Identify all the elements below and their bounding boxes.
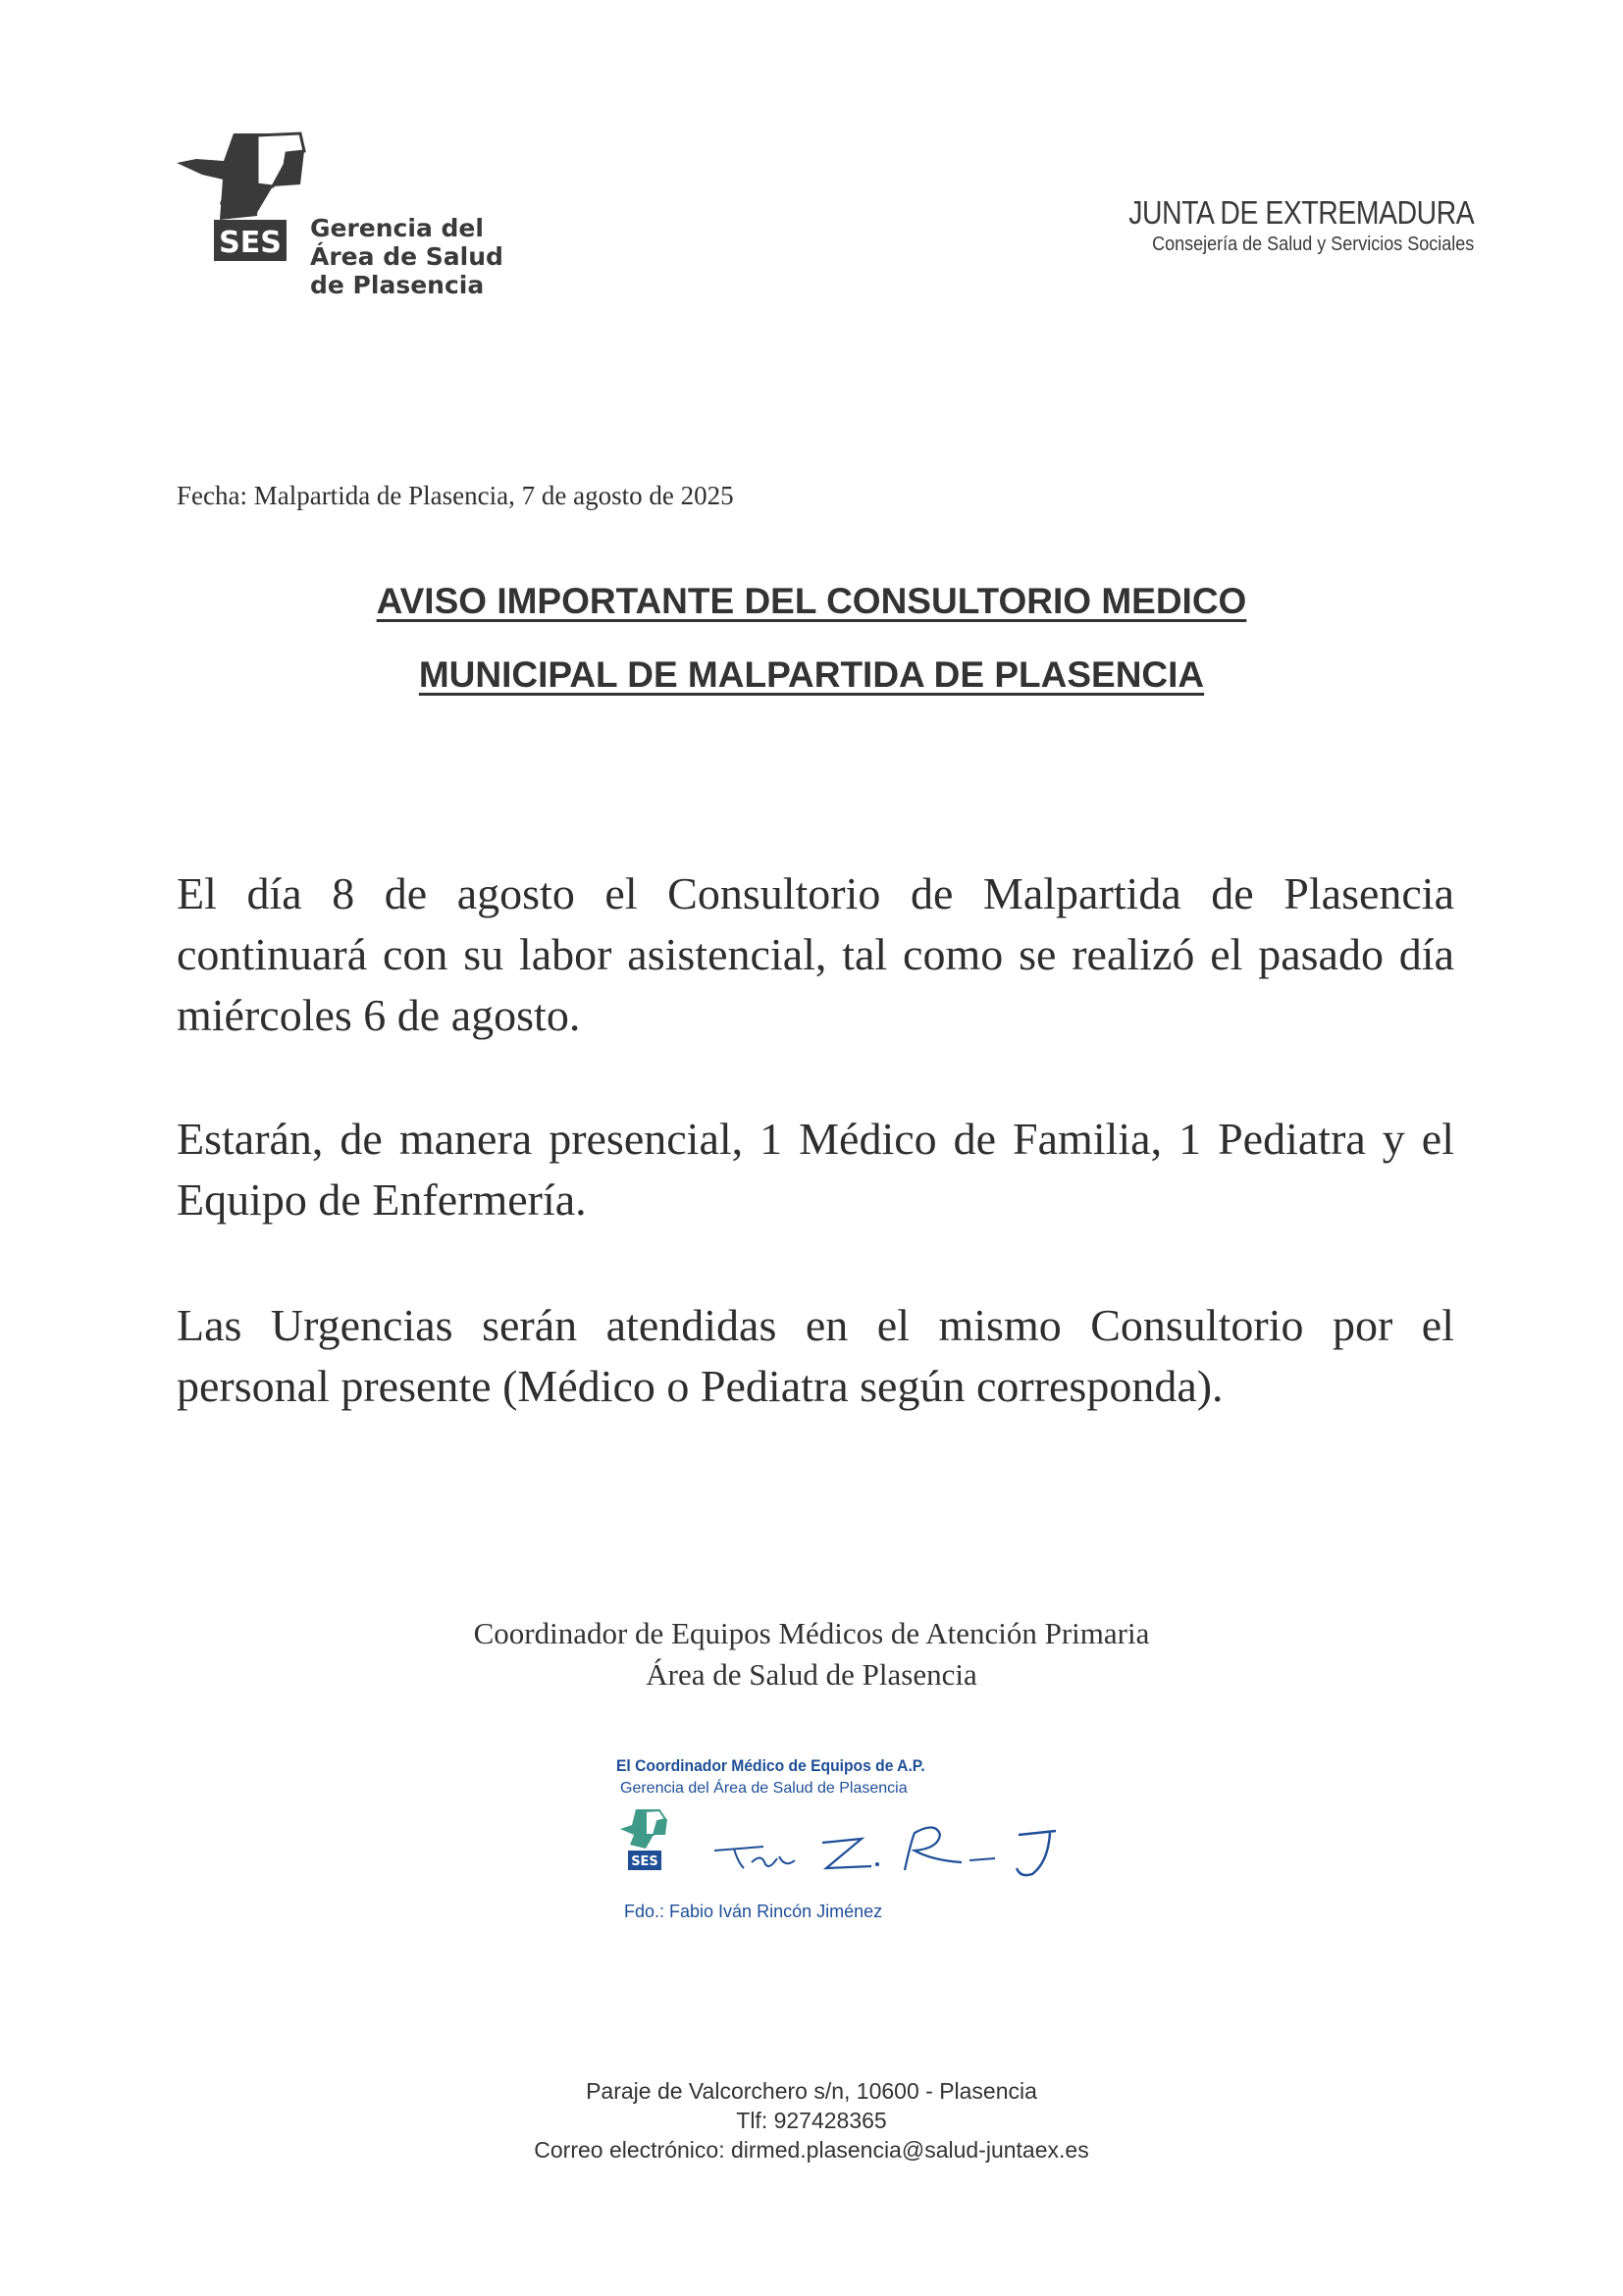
ses-org-line-2: Área de Salud (310, 242, 503, 271)
stamp-subtitle: Gerencia del Área de Salud de Plasencia (620, 1780, 908, 1797)
body-paragraph-2: Estarán, de manera presencial, 1 Médico de Familia, 1 Pediatra y el Equipo de Enfermería. (177, 1114, 1454, 1225)
svg-text:SES: SES (631, 1854, 658, 1869)
ses-org-line-3: de Plasencia (310, 271, 485, 299)
stamp-ses-logo (616, 1805, 671, 1884)
body-paragraph-1: El día 8 de agosto el Consultorio de Malpartida de Plasencia continuará con su labor asistencial, tal como se realizó el pasado día miércoles 6 de agosto. (177, 868, 1454, 1040)
footer-phone: Tlf: 927428365 (736, 2108, 887, 2133)
coordinator-block (0, 1613, 1623, 1696)
junta-header (1073, 194, 1474, 256)
footer-contact (0, 2076, 1623, 2165)
footer-address: Paraje de Valcorchero s/n, 10600 - Plasencia (586, 2078, 1037, 2104)
stamp-title: El Coordinador Médico de Equipos de A.P. (616, 1756, 925, 1775)
notice-title (0, 581, 1623, 728)
body-paragraph-3: Las Urgencias serán atendidas en el mismo Consultorio por el personal presente (Médico o Pediatra según corresponda). (177, 1300, 1454, 1411)
footer-email: Correo electrónico: dirmed.plasencia@salud-juntaex.es (534, 2137, 1089, 2163)
official-stamp (616, 1756, 1077, 1933)
junta-subtitle: Consejería de Salud y Servicios Sociales (1151, 234, 1474, 255)
junta-title: JUNTA DE EXTREMADURA (1128, 194, 1474, 231)
ses-mark: SES (219, 226, 282, 260)
stamp-signatory: Fdo.: Fabio Iván Rincón Jiménez (624, 1902, 883, 1921)
ses-org-line-1: Gerencia del (310, 214, 484, 242)
coordinator-title: Coordinador de Equipos Médicos de Atención Primaria (473, 1616, 1150, 1650)
ses-logo (175, 126, 322, 312)
handwritten-signature (705, 1813, 1077, 1882)
coordinator-area: Área de Salud de Plasencia (646, 1657, 977, 1692)
notice-title-line-2: MUNICIPAL DE MALPARTIDA DE PLASENCIA (418, 654, 1205, 695)
ses-organization-name (310, 214, 503, 299)
document-date: Fecha: Malpartida de Plasencia, 7 de agosto de 2025 (177, 481, 734, 510)
notice-title-line-1: AVISO IMPORTANTE DEL CONSULTORIO MEDICO (376, 581, 1247, 621)
